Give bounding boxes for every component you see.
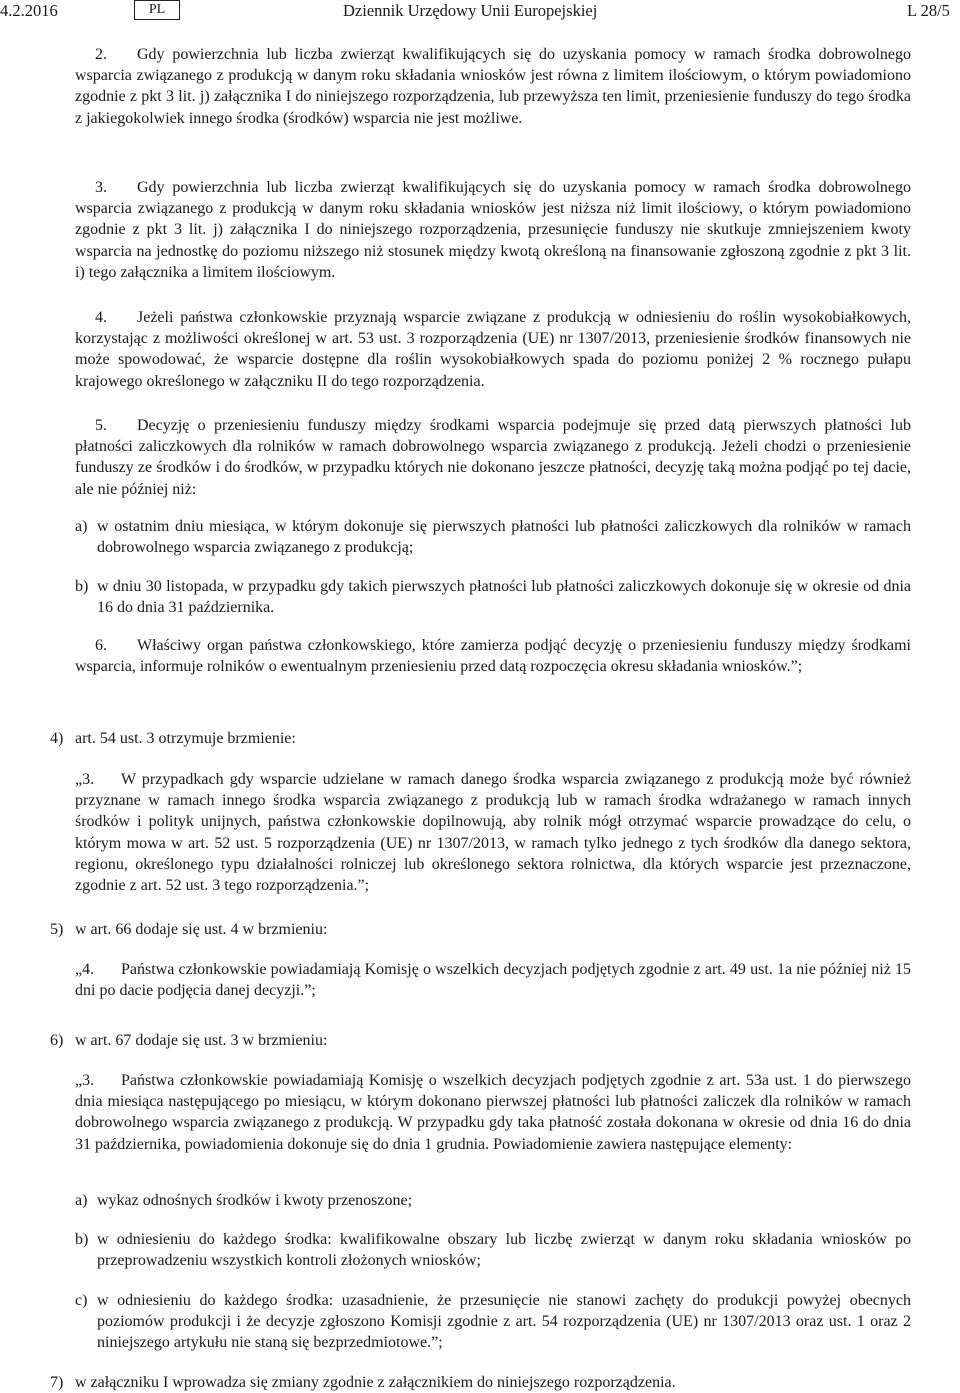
quoted-paragraph-3b bbox=[75, 1070, 911, 1155]
amendment-6: w art. 67 dodaje się ust. 3 w brzmieniu: bbox=[75, 1032, 328, 1049]
amendment-5: w art. 66 dodaje się ust. 4 w brzmieniu: bbox=[75, 921, 328, 938]
paragraph-2 bbox=[75, 44, 911, 129]
paragraph-text: Właściwy organ państwa członkowskiego, które zamierza podjąć decyzję o przeniesieniu funduszy między środkami wsparcia, informuje rolników o ewentualnym przeniesieniu przed datą rozpoczęcia okresu składania wniosków.”; bbox=[75, 637, 911, 676]
paragraph-number: 5. bbox=[95, 417, 107, 434]
amendment-label: 4) bbox=[50, 730, 64, 747]
paragraph-text: Gdy powierzchnia lub liczba zwierząt kwalifikujących się do uzyskania pomocy w ramach środka dobrowolnego wsparcia związanego z produkcją w danym roku składania wniosków jest równa z limitem ilościowym, o którym powiadomiono zgodnie z pkt 3 lit. j) załącznika I do niniejszego rozporządzenia, lub przewyższa ten limit, przeniesienie funduszy do tego środka z jakiegokolwiek innego środka (środków) wsparcia nie jest możliwe. bbox=[75, 46, 911, 127]
journal-title: Dziennik Urzędowy Unii Europejskiej bbox=[343, 1, 598, 20]
amendment-label: 5) bbox=[50, 921, 64, 938]
paragraph-number: 4. bbox=[95, 309, 107, 326]
paragraph-text: W przypadkach gdy wsparcie udzielane w ramach danego środka wsparcia związanego z produkcją może być również przyznane w ramach innego środka wsparcia związanego z produkcją lub w ramach środka wdrażanego w ramach innych środków i polityk unijnych, państwa członkowskie dopilnowują, aby rolnik mógł otrzymać wsparcie prowadzące do celu, o którym mowa w art. 52 ust. 5 rozporządzenia (UE) nr 1307/2013, w ramach tylko jednego z tych środków dla danego sektora, regionu, określonego typu działalności rolniczej lub określonego sektora rolnictwa, dla których wsparcie jest przeznaczone, zgodnie z art. 52 ust. 3 tego rozporządzenia.”; bbox=[75, 771, 911, 895]
list-item-b: w odniesieniu do każdego środka: kwalifikowalne obszary lub liczbę zwierząt w danym roku składania wniosków po przeprowadzeniu wszystkich kontroli złożonych wniosków; bbox=[97, 1231, 911, 1270]
paragraph-number: 2. bbox=[95, 46, 107, 63]
paragraph-text: Jeżeli państwa członkowskie przyznają wsparcie związane z produkcją w odniesieniu do roślin wysokobiałkowych, korzystając z możliwości określonej w art. 53 ust. 3 rozporządzenia (UE) nr 1307/2013, przeniesienie środków finansowych nie może spowodować, że wsparcie dostępne dla roślin wysokobiałkowych spada do poziomu poniżej 2 % rocznego pułapu krajowego określonego w załączniku II do tego rozporządzenia. bbox=[75, 309, 911, 390]
publication-date: 4.2.2016 bbox=[0, 1, 58, 20]
list-label: a) bbox=[75, 1192, 88, 1209]
list-label: c) bbox=[75, 1292, 88, 1309]
quoted-paragraph-3 bbox=[75, 769, 911, 896]
paragraph-text: Gdy powierzchnia lub liczba zwierząt kwalifikujących się do uzyskania pomocy w ramach środka dobrowolnego wsparcia związanego z produkcją w danym roku składania wniosków jest niższa niż limit ilościowy, o którym powiadomiono zgodnie z pkt 3 lit. j) załącznika I do niniejszego rozporządzenia, przesunięcie funduszy nie skutkuje zmniejszeniem kwoty wsparcia na jednostkę do poziomu niższego niż stosunek między kwotą określoną na finansowanie zgłoszoną zgodnie z pkt 3 lit. i) tego załącznika a limitem ilościowym. bbox=[75, 179, 911, 281]
amendment-label: 6) bbox=[50, 1032, 64, 1049]
quoted-paragraph-4 bbox=[75, 959, 911, 1001]
list-label: a) bbox=[75, 518, 88, 535]
paragraph-text: Państwa członkowskie powiadamiają Komisję o wszelkich decyzjach podjętych zgodnie z art. 49 ust. 1a nie później niż 15 dni po dacie podjęcia danej decyzji.”; bbox=[75, 961, 911, 1000]
amendment-4: art. 54 ust. 3 otrzymuje brzmienie: bbox=[75, 730, 296, 747]
paragraph-text: Państwa członkowskie powiadamiają Komisję o wszelkich decyzjach podjętych zgodnie z art. 53a ust. 1 do pierwszego dnia miesiąca następującego po miesiącu, w którym dokonano pierwszej płatności lub płatności zaliczek dla rolników w ramach dobrowolnego wsparcia związanego z produkcją. W przypadku gdy taka płatność została dokonana w okresie od dnia 16 do dnia 31 października, powiadomienia dokonuje się do dnia 1 grudnia. Powiadomienie zawiera następujące elementy: bbox=[75, 1072, 911, 1153]
paragraph-number: 6. bbox=[95, 637, 107, 654]
paragraph-number: „3. bbox=[75, 771, 95, 788]
amendment-7: w załączniku I wprowadza się zmiany zgodnie z załącznikiem do niniejszego rozporządzenia. bbox=[75, 1374, 676, 1391]
paragraph-number: „3. bbox=[75, 1072, 95, 1089]
page-number: L 28/5 bbox=[907, 1, 950, 20]
list-label: b) bbox=[75, 1231, 89, 1248]
list-item-c: w odniesieniu do każdego środka: uzasadnienie, że przesunięcie nie stanowi zachęty do produkcji powyżej obecnych poziomów produkcji i że decyzje zgłoszono Komisji zgodnie z art. 54 rozporządzenia (UE) nr 1307/2013 oraz ust. 1 oraz 2 niniejszego artykułu nie staną się bezprzedmiotowe.”; bbox=[97, 1292, 911, 1352]
list-item-b: w dniu 30 listopada, w przypadku gdy takich pierwszych płatności lub płatności zaliczkowych dokonuje się w okresie od dnia 16 do dnia 31 października. bbox=[97, 578, 911, 617]
paragraph-6 bbox=[75, 635, 911, 677]
paragraph-5 bbox=[75, 415, 911, 500]
paragraph-number: „4. bbox=[75, 961, 95, 978]
amendment-label: 7) bbox=[50, 1374, 64, 1391]
paragraph-text: Decyzję o przeniesieniu funduszy między środkami wsparcia podejmuje się przed datą pierwszych płatności lub płatności zaliczkowych dla rolników w ramach dobrowolnego wsparcia związanego z produkcją. Jeżeli chodzi o przeniesienie funduszy ze środków i do środków, w przypadku których nie dokonano jeszcze płatności, decyzję taką można podjąć po tej dacie, ale nie później niż: bbox=[75, 417, 911, 498]
list-item-a: wykaz odnośnych środków i kwoty przenoszone; bbox=[97, 1192, 413, 1209]
list-label: b) bbox=[75, 578, 89, 595]
paragraph-4 bbox=[75, 307, 911, 392]
paragraph-number: 3. bbox=[95, 179, 107, 196]
page-header bbox=[0, 0, 960, 28]
list-item-a: w ostatnim dniu miesiąca, w którym dokonuje się pierwszych płatności lub płatności zaliczkowych dla rolników w ramach dobrowolnego wsparcia związanego z produkcją; bbox=[97, 518, 911, 557]
paragraph-3 bbox=[75, 177, 911, 283]
language-badge: PL bbox=[134, 0, 180, 20]
